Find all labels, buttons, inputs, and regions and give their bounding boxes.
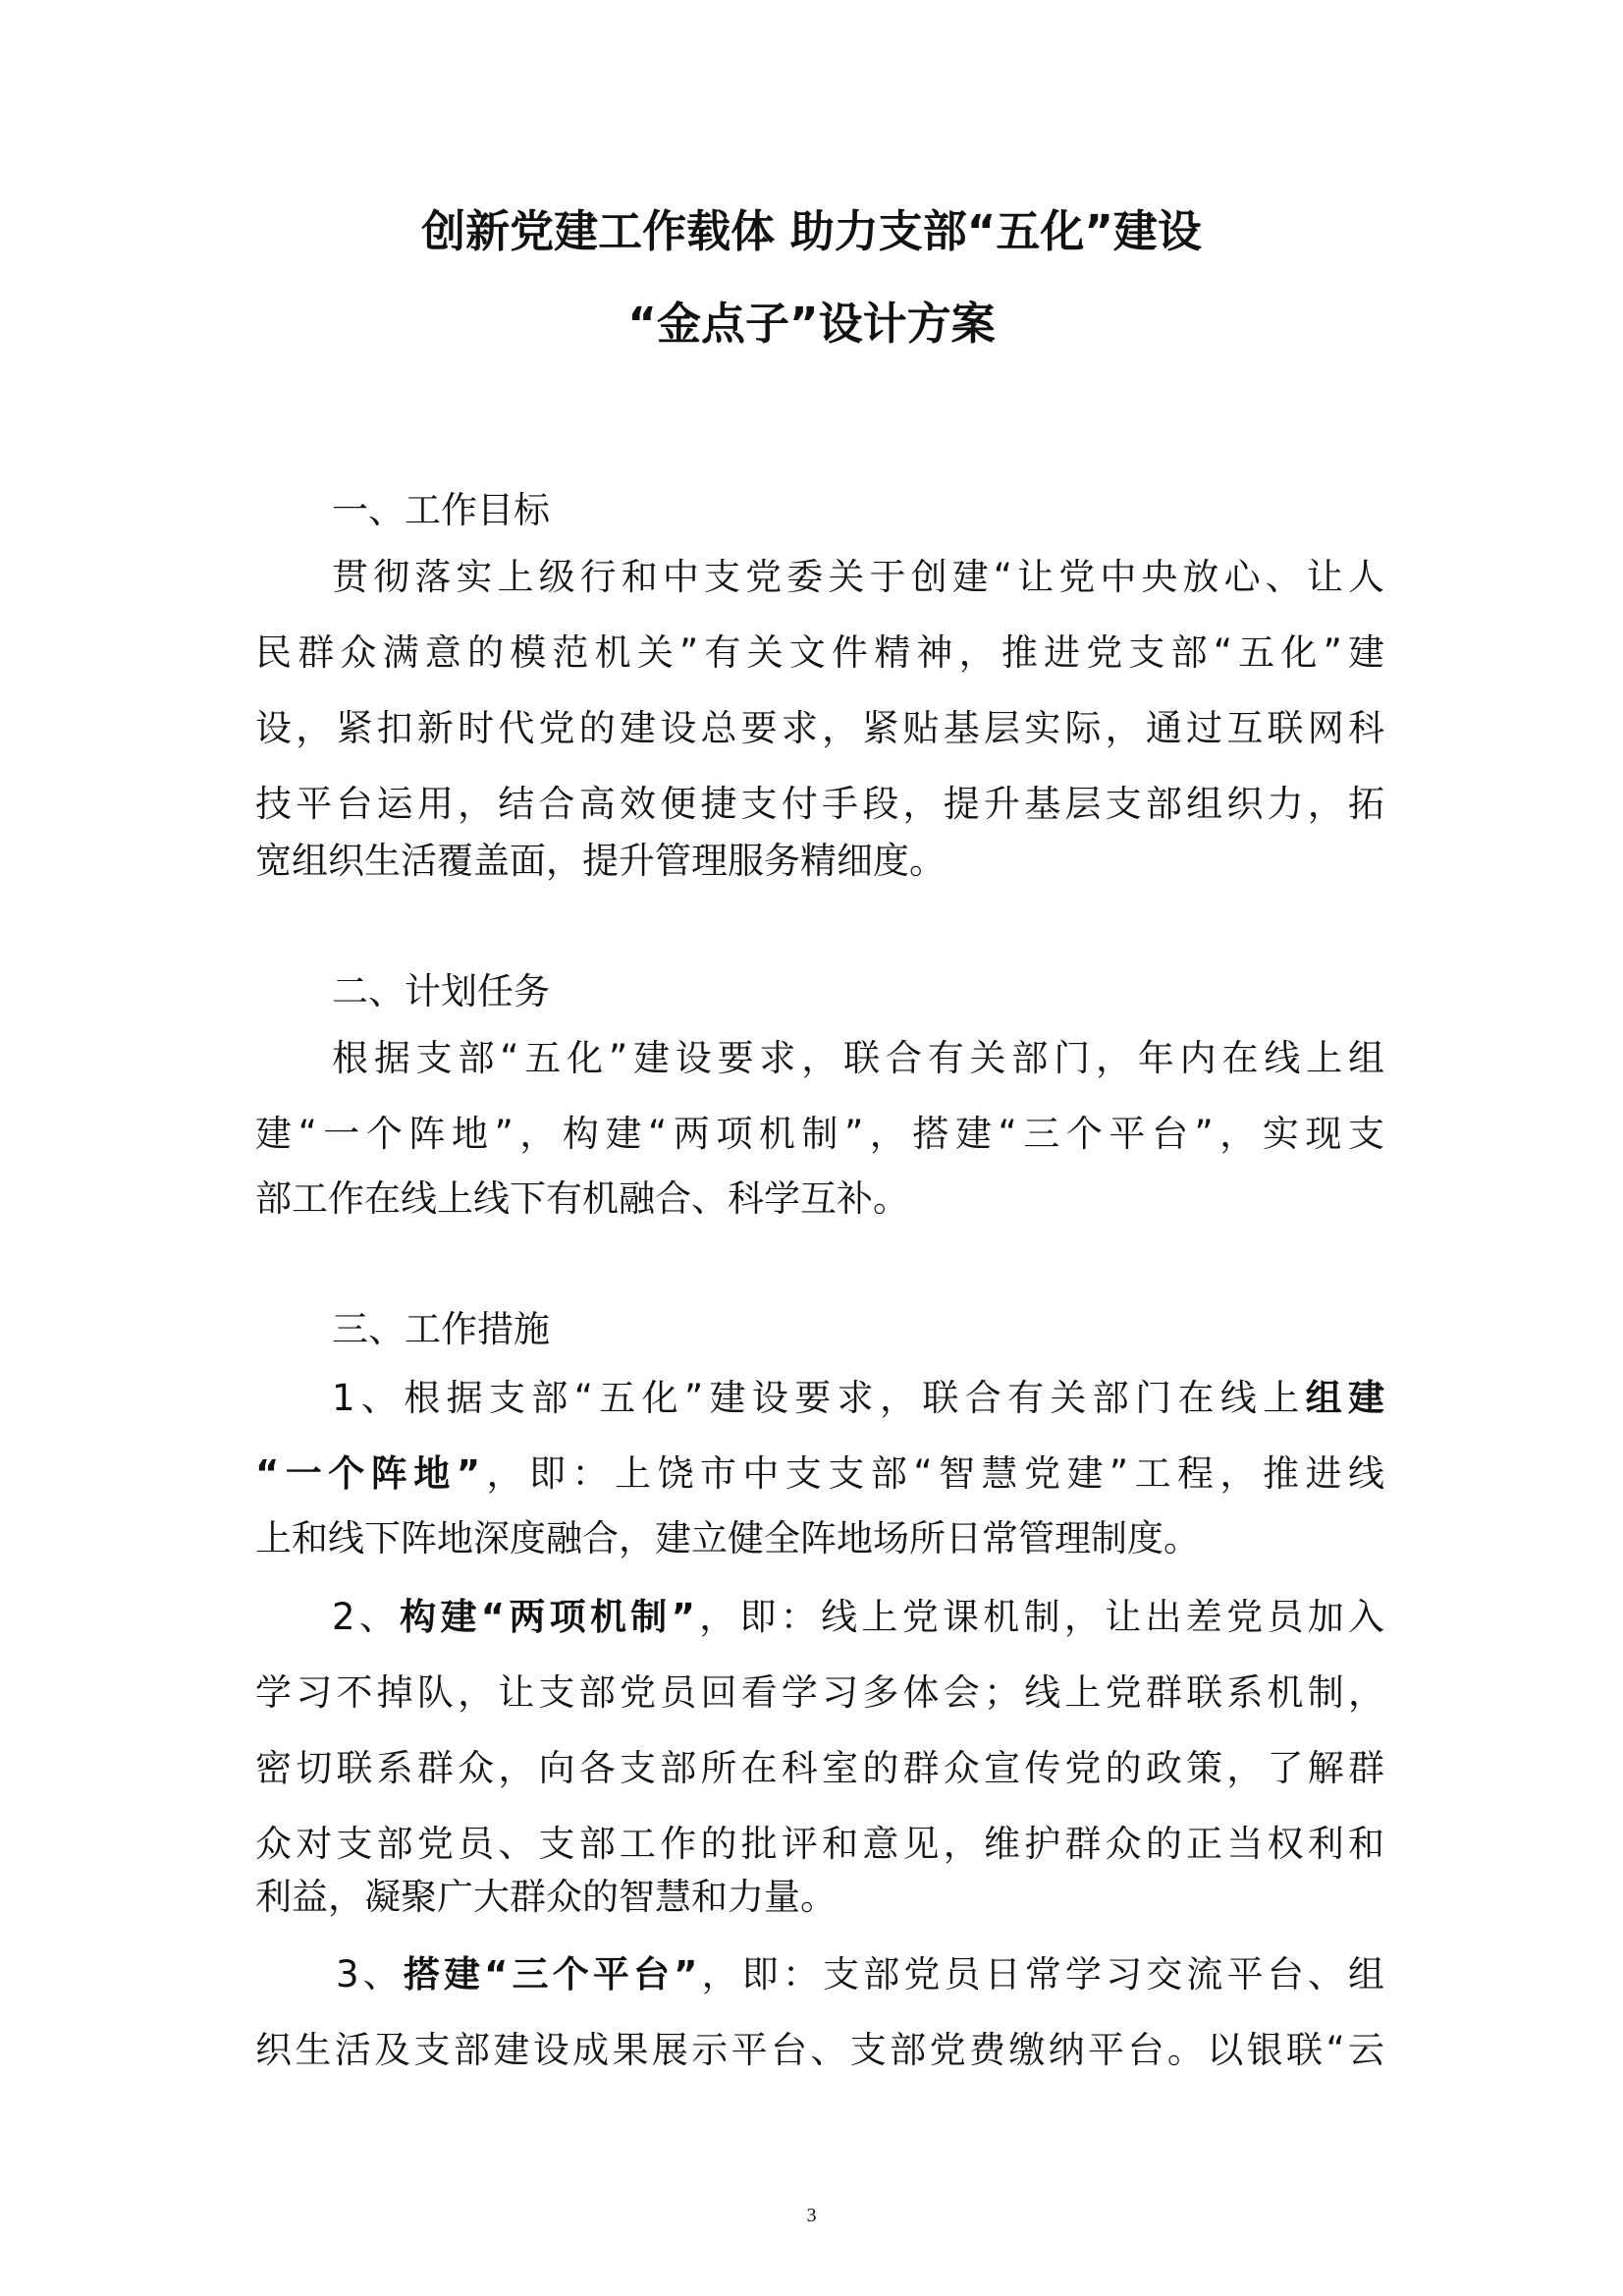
measure-1-text: 1、根据支部“五化”建设要求，联合有关部门在线上 (332, 1377, 1306, 1419)
measure-1-line-3: 上和线下阵地深度融合，建立健全阵地场所日常管理制度。 (255, 1517, 1200, 1559)
paragraph-line: 民群众满意的模范机关”有关文件精神，推进党支部“五化”建 (255, 631, 1384, 674)
measure-1-keyword: 组建 (1305, 1377, 1384, 1419)
paragraph-line: 建“一个阵地”，构建“两项机制”，搭建“三个平台”，实现支 (255, 1113, 1384, 1155)
section-heading-goals: 一、工作目标 (332, 489, 550, 531)
measure-3-keyword: 搭建“三个平台” (403, 1953, 698, 1995)
measure-3-number: 3、 (336, 1953, 404, 1995)
measure-2-text: ，即：线上党课机制，让出差党员加入 (694, 1596, 1385, 1638)
paragraph-line: 设，紧扣新时代党的建设总要求，紧贴基层实际，通过互联网科 (255, 707, 1384, 749)
measure-2-number: 2、 (332, 1596, 401, 1638)
measure-2-line-1 (332, 1594, 1384, 1641)
measure-3-text: ，即：支部党员日常学习交流平台、组 (697, 1953, 1385, 1995)
measure-3-line-1 (336, 1951, 1384, 1998)
paragraph-line: 宽组织生活覆盖面，提升管理服务精细度。 (255, 840, 946, 882)
paragraph-line: 根据支部“五化”建设要求，联合有关部门，年内在线上组 (332, 1037, 1384, 1079)
measure-1-line-2 (255, 1450, 1384, 1498)
document-title-line-1: 创新党建工作载体 助力支部“五化”建设 (421, 205, 1202, 257)
section-heading-measures: 三、工作措施 (332, 1308, 550, 1350)
measure-2-keyword: 构建“两项机制” (400, 1596, 695, 1638)
measure-1-text: ，即：上饶市中支支部“智慧党建”工程，推进线 (480, 1452, 1384, 1495)
paragraph-line: 贯彻落实上级行和中支党委关于创建“让党中央放心、让人 (332, 556, 1384, 598)
measure-1-line-1 (332, 1375, 1384, 1422)
paragraph-line: 技平台运用，结合高效便捷支付手段，提升基层支部组织力，拓 (255, 783, 1384, 825)
section-heading-plan: 二、计划任务 (332, 970, 550, 1012)
measure-3-line-2: 织生活及支部建设成果展示平台、支部党费缴纳平台。以银联“云 (255, 2029, 1384, 2071)
measure-1-keyword-quote: “一个阵地” (255, 1452, 481, 1495)
measure-2-line-4: 众对支部党员、支部工作的批评和意见，维护群众的正当权利和 (255, 1823, 1384, 1865)
page-number: 3 (806, 2205, 817, 2226)
measure-2-line-5: 利益，凝聚广大群众的智慧和力量。 (255, 1876, 837, 1918)
measure-2-line-2: 学习不掉队，让支部党员回看学习多体会；线上党群联系机制， (255, 1671, 1384, 1714)
document-title-line-2: “金点子”设计方案 (627, 298, 996, 350)
measure-2-line-3: 密切联系群众，向各支部所在科室的群众宣传党的政策，了解群 (255, 1747, 1384, 1789)
paragraph-line: 部工作在线上线下有机融合、科学互补。 (255, 1177, 909, 1220)
